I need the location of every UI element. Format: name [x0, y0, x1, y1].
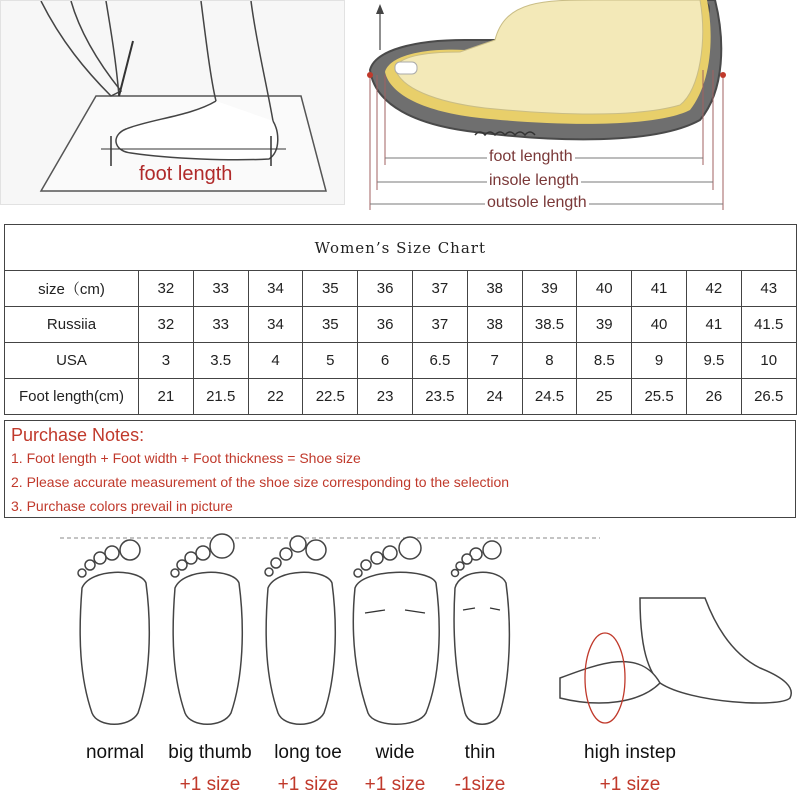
size-row [5, 271, 797, 307]
table-cell: 39 [577, 307, 632, 343]
russia-row [5, 307, 797, 343]
table-cell: 26.5 [741, 379, 796, 415]
row-label: Foot length(cm) [5, 379, 139, 415]
foot-type-label: thin [464, 742, 496, 763]
purchase-notes-title: Purchase Notes: [11, 425, 145, 445]
big-thumb-foot-icon [171, 534, 242, 724]
table-cell: 8 [522, 343, 577, 379]
foot-type-label: high instep [584, 742, 676, 763]
foot-type-label: long toe [274, 742, 342, 763]
table-cell: 22.5 [303, 379, 358, 415]
table-cell: 35 [303, 307, 358, 343]
thin-foot-icon [452, 541, 510, 724]
table-cell: 22 [248, 379, 303, 415]
foot-type-label: normal [85, 742, 145, 763]
table-cell: 24.5 [522, 379, 577, 415]
size-adjustment: +1 size [179, 774, 241, 795]
table-cell: 21.5 [193, 379, 248, 415]
row-label: size（cm) [5, 271, 139, 307]
size-adjustment: +1 size [277, 774, 339, 795]
table-cell: 40 [577, 271, 632, 307]
table-cell: 5 [303, 343, 358, 379]
foot-types-section [0, 528, 800, 800]
table-cell: 9 [632, 343, 687, 379]
long-toe-foot-icon [265, 536, 335, 724]
table-cell: 21 [139, 379, 194, 415]
table-cell: 43 [741, 271, 796, 307]
purchase-notes [4, 420, 796, 518]
foot-length-caption: foot length [139, 163, 233, 185]
table-cell: 6 [358, 343, 413, 379]
table-cell: 32 [139, 271, 194, 307]
shoe-length-illustration [355, 0, 800, 215]
table-cell: 9.5 [686, 343, 741, 379]
table-cell: 35 [303, 271, 358, 307]
table-cell: 33 [193, 307, 248, 343]
table-cell: 37 [412, 271, 467, 307]
table-cell: 40 [632, 307, 687, 343]
high-instep-foot-icon [560, 598, 791, 723]
table-cell: 36 [358, 271, 413, 307]
table-cell: 41.5 [741, 307, 796, 343]
table-cell: 38 [467, 307, 522, 343]
foot-length-label: foot lenghth [489, 148, 573, 165]
size-adjustment: +1 size [599, 774, 661, 795]
table-cell: 4 [248, 343, 303, 379]
table-cell: 23.5 [412, 379, 467, 415]
foot-length-row [5, 379, 797, 415]
table-cell: 37 [412, 307, 467, 343]
note-item: 1. Foot length + Foot width + Foot thickness = Shoe size [11, 450, 361, 466]
foot-type-label: wide [375, 742, 415, 763]
table-cell: 39 [522, 271, 577, 307]
table-cell: 32 [139, 307, 194, 343]
insole-length-label: insole length [489, 172, 579, 189]
size-chart-table [4, 224, 797, 415]
normal-foot-icon [78, 540, 149, 724]
table-cell: 26 [686, 379, 741, 415]
usa-row [5, 343, 797, 379]
table-cell: 8.5 [577, 343, 632, 379]
wide-foot-icon [353, 537, 439, 724]
row-label: USA [5, 343, 139, 379]
table-cell: 25.5 [632, 379, 687, 415]
table-cell: 24 [467, 379, 522, 415]
foot-measure-illustration [0, 0, 345, 205]
table-cell: 23 [358, 379, 413, 415]
size-chart-title: Women’s Size Chart [5, 225, 797, 271]
table-cell: 25 [577, 379, 632, 415]
row-label: Russiia [5, 307, 139, 343]
table-cell: 34 [248, 271, 303, 307]
outsole-length-label: outsole length [487, 194, 587, 211]
table-cell: 41 [686, 307, 741, 343]
table-cell: 38 [467, 271, 522, 307]
table-cell: 38.5 [522, 307, 577, 343]
size-adjustment: +1 size [364, 774, 426, 795]
table-cell: 42 [686, 271, 741, 307]
table-cell: 36 [358, 307, 413, 343]
table-cell: 7 [467, 343, 522, 379]
table-cell: 41 [632, 271, 687, 307]
foot-type-label: big thumb [168, 742, 252, 763]
table-cell: 10 [741, 343, 796, 379]
table-cell: 34 [248, 307, 303, 343]
note-item: 3. Purchase colors prevail in picture [11, 498, 233, 514]
size-adjustment: -1size [454, 774, 506, 795]
table-cell: 33 [193, 271, 248, 307]
table-cell: 3 [139, 343, 194, 379]
note-item: 2. Please accurate measurement of the shoe size corresponding to the selection [11, 474, 510, 490]
table-cell: 3.5 [193, 343, 248, 379]
table-cell: 6.5 [412, 343, 467, 379]
